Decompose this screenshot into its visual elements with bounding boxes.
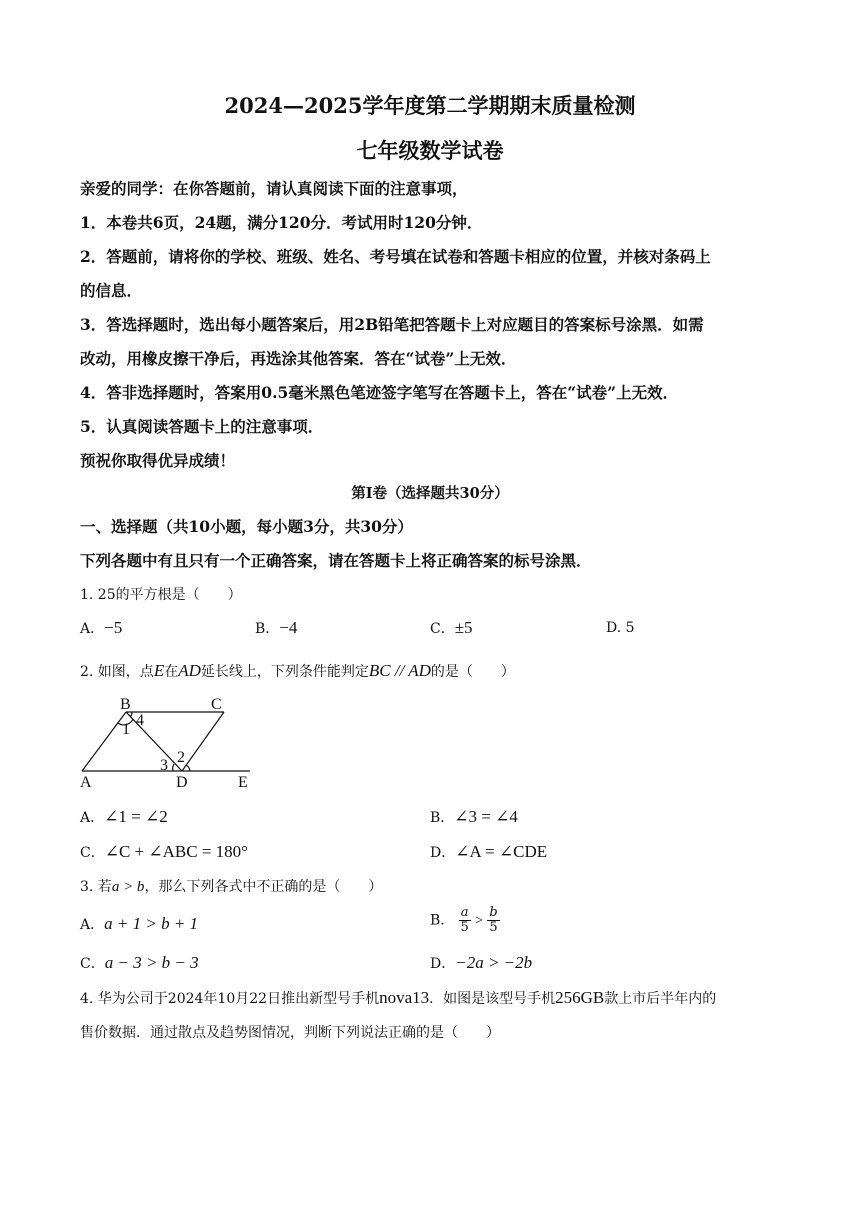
q2-geometry-figure — [70, 692, 270, 792]
angle-arc-2 — [186, 765, 190, 771]
angle-1-label: 1 — [122, 721, 130, 738]
q2-option-b: B．∠3 = ∠4 — [430, 807, 518, 826]
notice-item-3-line2: 改动，用橡皮擦干净后，再选涂其他答案．答在“试卷”上无效． — [80, 349, 517, 368]
notice-wish: 预祝你取得优异成绩！ — [80, 451, 236, 470]
angle-arc-3 — [173, 764, 174, 771]
q4-stem-line2: 售价数据．通过散点及趋势图情况，判断下列说法正确的是（ ） — [80, 1025, 500, 1041]
angle-3-label: 3 — [160, 757, 168, 774]
q2-option-a: A．∠1 = ∠2 — [80, 807, 168, 826]
angle-4-label: 4 — [136, 712, 144, 729]
q3-option-a: A．a + 1 > b + 1 — [80, 914, 199, 933]
notice-item-2-line1: 2．答题前，请将你的学校、班级、姓名、考号填在试卷和答题卡相应的位置，并核对条码上 — [80, 247, 711, 266]
exam-title: 2024—2025学年度第二学期期末质量检测 — [224, 93, 636, 118]
line-ab — [82, 712, 126, 771]
point-d-label: D — [176, 774, 188, 791]
part-instruction: 下列各题中有且只有一个正确答案，请在答题卡上将正确答案的标号涂黑． — [80, 551, 592, 570]
volume-heading: 第I卷（选择题共30分） — [351, 485, 509, 502]
q3-stem: 3. 若a > b，那么下列各式中不正确的是（ ） — [80, 879, 383, 895]
point-a-label: A — [80, 774, 92, 791]
notice-item-5: 5．认真阅读答题卡上的注意事项． — [80, 417, 324, 436]
q2-option-d: D．∠A = ∠CDE — [430, 842, 548, 861]
q1-option-c: C．±5 — [430, 618, 473, 637]
q2-stem: 2. 如图，点E在AD延长线上，下列条件能判定BC // AD的是（ ） — [80, 661, 515, 680]
q1-stem: 1. 25的平方根是（ ） — [80, 587, 242, 603]
point-c-label: C — [211, 696, 222, 713]
notice-item-4: 4．答非选择题时，答案用0.5毫米黑色笔迹签字笔写在答题卡上，答在“试卷”上无效． — [80, 383, 679, 402]
q4-stem-line1: 4. 华为公司于2024年10月22日推出新型号手机nova13．如图是该型号手机256GB款上市后半年内的 — [80, 988, 717, 1007]
part-heading: 一、选择题（共10小题，每小题3分，共30分） — [80, 517, 413, 536]
notice-greeting: 亲爱的同学：在你答题前，请认真阅读下面的注意事项， — [80, 179, 468, 198]
q1-option-a: A．−5 — [80, 618, 123, 637]
notice-item-3-line1: 3．答选择题时，选出每小题答案后，用2B铅笔把答题卡上对应题目的答案标号涂黑．如需 — [80, 315, 704, 334]
q1-option-b: B．−4 — [255, 618, 298, 637]
q3-option-c: C．a − 3 > b − 3 — [80, 953, 199, 972]
notice-item-1: 1．本卷共6页，24题，满分120分．考试用时120分钟． — [80, 213, 483, 232]
line-bd — [126, 712, 182, 771]
point-e-label: E — [238, 774, 248, 791]
fraction-a-over-5: $\frac{a}{5}$ — [460, 905, 469, 935]
q3-option-b: B． $\frac{a}{5}$ > $\frac{b}{5}$ — [430, 905, 498, 935]
q3-option-d: D．−2a > −2b — [430, 953, 533, 972]
exam-subtitle: 七年级数学试卷 — [356, 138, 504, 163]
notice-item-2-line2: 的信息． — [80, 281, 143, 300]
angle-2-label: 2 — [177, 749, 185, 766]
fraction-b-over-5: $\frac{b}{5}$ — [489, 905, 498, 935]
q2-option-c: C．∠C + ∠ABC = 180° — [80, 842, 248, 861]
line-dc — [182, 712, 224, 771]
q1-option-d: D. 5 — [606, 620, 635, 636]
point-b-label: B — [120, 696, 131, 713]
